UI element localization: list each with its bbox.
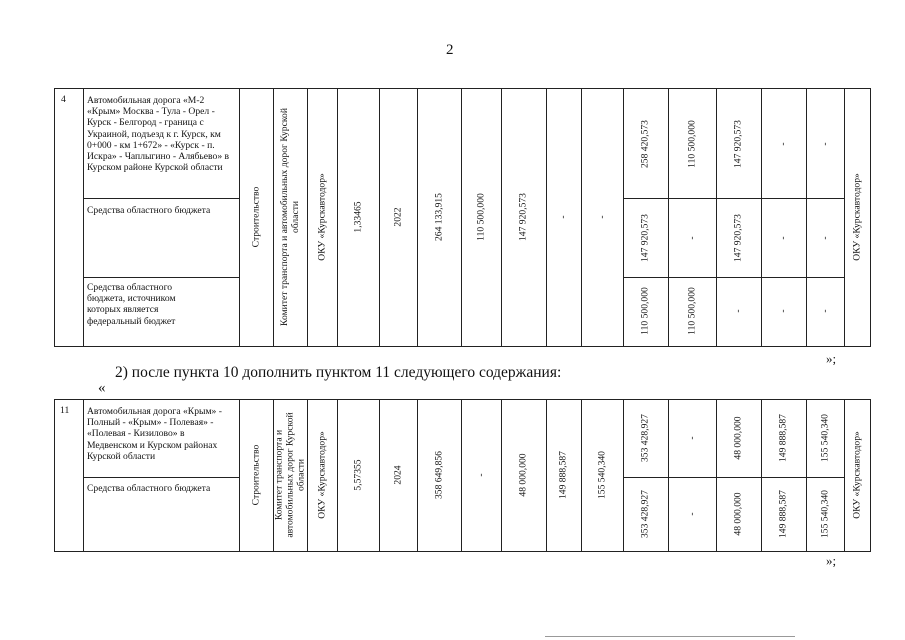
funding-source-federal: Средства областного бюджета, источником которых является федеральный бюджет — [87, 282, 176, 327]
work-type: Строительство — [250, 444, 262, 506]
table-item-11 — [54, 399, 871, 552]
amount-3: - — [557, 215, 569, 219]
cell: 258 420,573 — [639, 120, 651, 168]
amount-4: 155 540,340 — [596, 451, 608, 499]
cell: 147 920,573 — [732, 120, 744, 168]
object-name: Автомобильная дорога «М-2 «Крым» Москва - Тула - Орел - Курск - Белгород - граница с Украиной, подъезд к г. Курск, км 0+000 - км 1+672» - «Курск - п. Искра» - Чаплыгино - Алябьево» в Курском районе Курской области — [87, 95, 230, 174]
amount-2: 147 920,573 — [517, 193, 529, 241]
cell: - — [777, 309, 789, 313]
contractor: ОКУ «Курскавтодор» — [316, 173, 328, 261]
table-item-4 — [54, 88, 871, 347]
row-number: 11 — [60, 405, 70, 416]
cell: - — [686, 512, 698, 516]
total-cost: 358 649,856 — [433, 451, 445, 499]
cell: 110 500,000 — [639, 287, 651, 335]
cell: - — [732, 309, 744, 313]
cell: - — [819, 309, 831, 313]
year: 2024 — [392, 465, 404, 485]
contractor: ОКУ «Курскавтодор» — [316, 431, 328, 519]
row-number: 4 — [61, 94, 66, 105]
cell: 353 428,927 — [639, 490, 651, 538]
cell: 110 500,000 — [686, 287, 698, 335]
cell: 147 920,573 — [732, 214, 744, 262]
cell: - — [686, 436, 698, 440]
closing-quote: »; — [826, 553, 837, 568]
page-number: 2 — [446, 42, 454, 58]
funding-source-regional: Средства областного бюджета — [87, 483, 211, 494]
cell: 155 540,340 — [819, 490, 831, 538]
cell: 147 920,573 — [639, 214, 651, 262]
cell: - — [777, 142, 789, 146]
amount-4: - — [596, 215, 608, 219]
total-cost: 264 133,915 — [433, 193, 445, 241]
customer: Комитет транспорта и автомобильных дорог Курской области — [273, 412, 307, 538]
cell: 353 428,927 — [639, 414, 651, 462]
work-type: Строительство — [250, 186, 262, 248]
year: 2022 — [392, 207, 404, 227]
opening-quote: « — [98, 380, 106, 396]
agency: ОКУ «Курскавтодор» — [851, 431, 863, 519]
cell: 110 500,000 — [686, 120, 698, 168]
amount-3: 149 888,587 — [557, 451, 569, 499]
cell: - — [777, 236, 789, 240]
capacity: 1,33465 — [352, 201, 364, 233]
cell: 155 540,340 — [819, 414, 831, 462]
cell: - — [686, 236, 698, 240]
cell: - — [819, 236, 831, 240]
funding-source-regional: Средства областного бюджета — [87, 205, 211, 216]
scan-edge — [545, 636, 795, 637]
cell: 48 000,000 — [732, 492, 744, 536]
cell: 149 888,587 — [777, 490, 789, 538]
amount-1: 110 500,000 — [475, 193, 487, 241]
cell: - — [819, 142, 831, 146]
agency: ОКУ «Курскавтодор» — [851, 173, 863, 261]
amount-2: 48 000,000 — [517, 453, 529, 497]
amount-1: - — [475, 473, 487, 477]
capacity: 5,57355 — [352, 459, 364, 491]
customer: Комитет транспорта и автомобильных дорог Курской области — [279, 108, 301, 326]
closing-quote: »; — [826, 351, 837, 366]
cell: 149 888,587 — [777, 414, 789, 462]
object-name: Автомобильная дорога «Крым» - Полный - «Крым» - Полевая» - «Полевая - Кизилово» в Медвенском и Курском районах Курской области — [87, 406, 222, 462]
amendment-text: 2) после пункта 10 дополнить пунктом 11 следующего содержания: — [115, 364, 562, 381]
cell: 48 000,000 — [732, 416, 744, 460]
